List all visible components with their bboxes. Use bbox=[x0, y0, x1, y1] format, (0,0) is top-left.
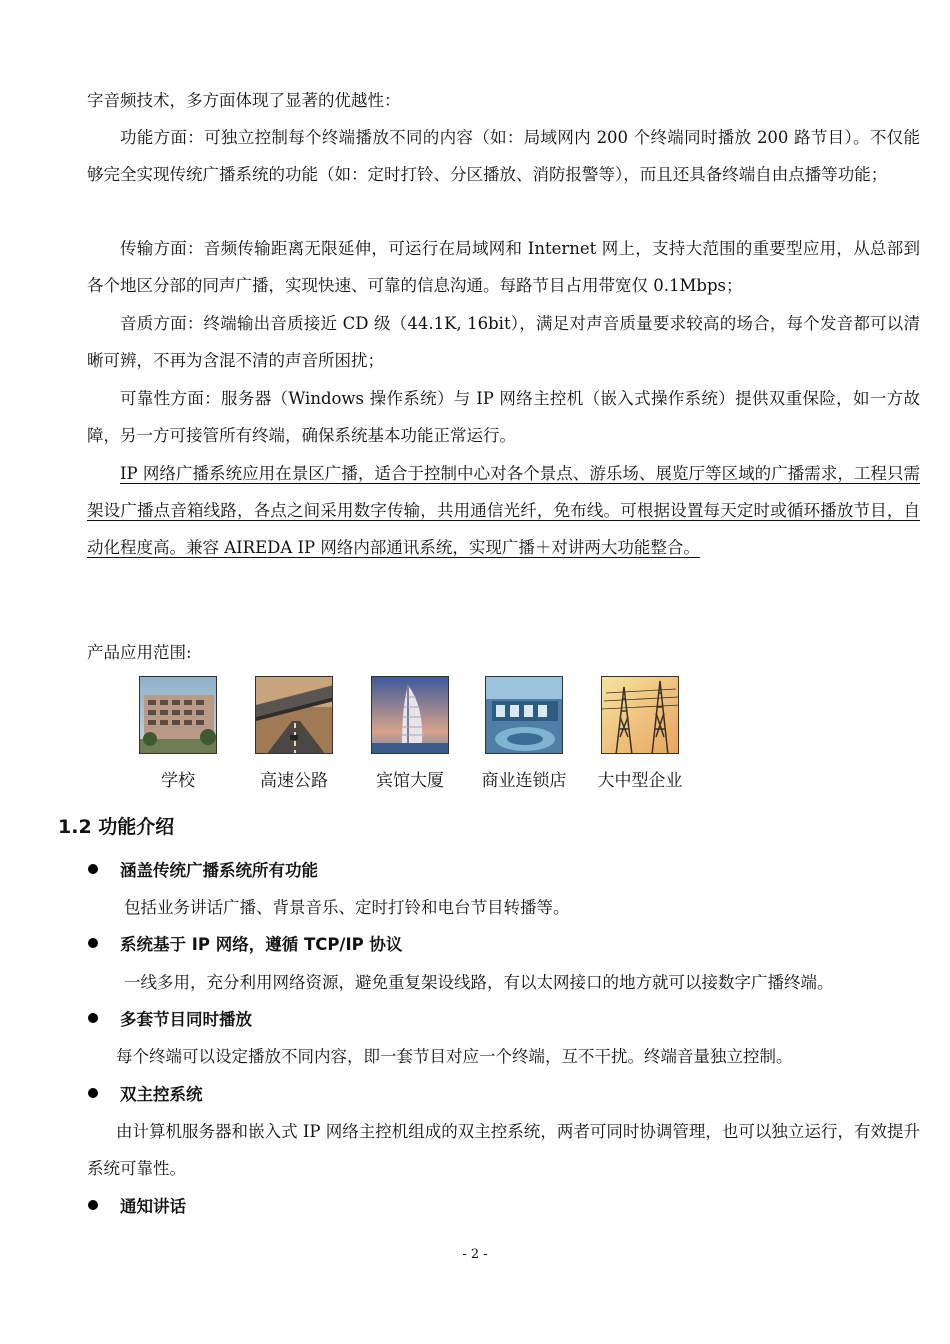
retail-store-image bbox=[485, 676, 563, 754]
bullet-title: 通知讲话 bbox=[120, 1197, 186, 1216]
paragraph-function: 功能方面：可独立控制每个终端播放不同的内容（如：局域网内 200 个终端同时播放 200 路节目）。不仅能够完全实现传统广播系统的功能（如：定时打铃、分区播放、消防报警等），而且还具备终端自由点播等功能； bbox=[87, 128, 920, 184]
paragraph-intro: 字音频技术，多方面体现了显著的优越性： bbox=[87, 91, 401, 110]
scope-label: 产品应用范围: bbox=[87, 643, 192, 662]
bullet-icon bbox=[88, 938, 98, 948]
scope-label-hotel: 宾馆大厦 bbox=[376, 771, 444, 791]
scope-label-store: 商业连锁店 bbox=[481, 771, 567, 791]
scope-item-enterprise bbox=[580, 676, 700, 793]
bullet-title: 双主控系统 bbox=[120, 1085, 203, 1104]
power-tower-image bbox=[601, 676, 679, 754]
bullet-description: 由计算机服务器和嵌入式 IP 网络主控机组成的双主控系统，两者可同时协调管理，也可以独立运行，有效提升系统可靠性。 bbox=[87, 1122, 920, 1178]
bullet-description: 每个终端可以设定播放不同内容，即一套节目对应一个终端，互不干扰。终端音量独立控制。 bbox=[116, 1047, 793, 1066]
bullet-item bbox=[88, 857, 318, 885]
bullet-item bbox=[88, 1081, 203, 1109]
scope-item-school bbox=[118, 676, 238, 793]
bullet-title: 涵盖传统广播系统所有功能 bbox=[120, 861, 318, 880]
bullet-item bbox=[88, 931, 402, 959]
underlined-text: IP 网络广播系统应用在景区广播，适合于控制中心对各个景点、游乐场、展览厅等区域的广播需求，工程只需架设广播点音箱线路，各点之间采用数字传输，共用通信光纤，免布线。可根据设置每天定时或循环播放节目，自动化程度高。兼容 AIREDA IP 网络内部通讯系统，实现广播＋对讲两大功能整合。 bbox=[87, 464, 920, 557]
section-heading: 1.2 功能介绍 bbox=[58, 816, 175, 838]
bullet-title: 多套节目同时播放 bbox=[120, 1010, 252, 1029]
page-number: - 2 - bbox=[462, 1247, 488, 1262]
bullet-item bbox=[88, 1193, 186, 1221]
school-building-image bbox=[139, 676, 217, 754]
highway-image bbox=[255, 676, 333, 754]
paragraph-scenic-application bbox=[87, 455, 920, 566]
bullet-icon bbox=[88, 864, 98, 874]
scope-item-highway bbox=[234, 676, 354, 793]
bullet-icon bbox=[88, 1088, 98, 1098]
scope-label-enterprise: 大中型企业 bbox=[597, 771, 683, 791]
bullet-description: 包括业务讲话广播、背景音乐、定时打铃和电台节目转播等。 bbox=[124, 898, 570, 917]
paragraph-reliability: 可靠性方面：服务器（Windows 操作系统）与 IP 网络主控机（嵌入式操作系统）提供双重保险，如一方故障，另一方可接管所有终端，确保系统基本功能正常运行。 bbox=[87, 389, 920, 445]
bullet-icon bbox=[88, 1013, 98, 1023]
bullet-icon bbox=[88, 1200, 98, 1210]
bullet-item bbox=[88, 1006, 252, 1034]
scope-item-store bbox=[464, 676, 584, 793]
hotel-tower-image bbox=[371, 676, 449, 754]
bullet-description: 一线多用，充分利用网络资源，避免重复架设线路，有以太网接口的地方就可以接数字广播终端。 bbox=[124, 973, 834, 992]
scope-label-highway: 高速公路 bbox=[260, 771, 328, 791]
paragraph-sound-quality: 音质方面：终端输出音质接近 CD 级（44.1K, 16bit），满足对声音质量要求较高的场合，每个发音都可以清晰可辨，不再为含混不清的声音所困扰； bbox=[87, 314, 920, 370]
scope-item-hotel bbox=[350, 676, 470, 793]
scope-label-school: 学校 bbox=[161, 771, 195, 791]
paragraph-transmission: 传输方面：音频传输距离无限延伸，可运行在局域网和 Internet 网上，支持大范围的重要型应用，从总部到各个地区分部的同声广播，实现快速、可靠的信息沟通。每路节目占用带宽仅 0.1Mbps； bbox=[87, 239, 920, 295]
bullet-title: 系统基于 IP 网络，遵循 TCP/IP 协议 bbox=[120, 935, 403, 954]
application-scope-gallery bbox=[138, 676, 738, 806]
